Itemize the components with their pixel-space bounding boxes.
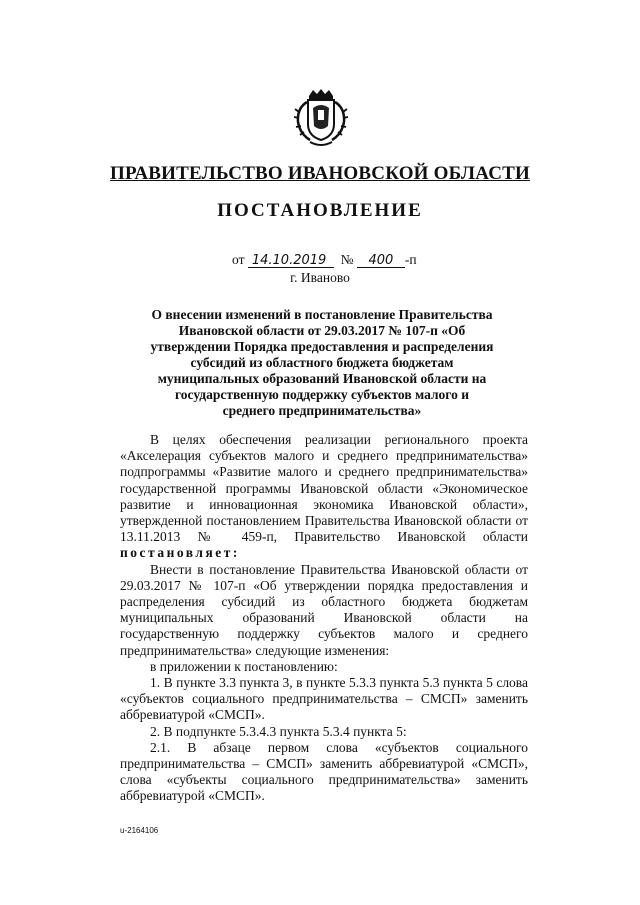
date-prefix: от (232, 252, 245, 267)
item-2-paragraph: 2. В подпункте 5.3.4.3 пункта 5.3.4 пункта 5: (150, 723, 407, 739)
preamble-text: В целях обеспечения реализации регионального проекта «Акселерация субъектов малого и среднего предпринимательства» подпрограммы «Развитие малого и среднего предпринимательства» государственной программы Ивановской области «Экономическое развитие и инновационная экономика Ивановской области», утвержденной постановлением Правительства Ивановской области от 13.11.2013 № 459-п, Правительство Ивановской области (120, 432, 528, 545)
number-suffix: -п (404, 252, 417, 267)
item-1-paragraph: 1. В пункте 3.3 пункта 3, в пункте 5.3.3 пункта 5.3 пункта 5 слова «субъектов социального предпринимательства – СМСП» заменить аббревиатурой «СМСП». (120, 675, 528, 723)
coat-of-arms-icon (292, 88, 350, 148)
document-number: 400 (357, 254, 405, 268)
date-number-line (232, 252, 417, 268)
item-2-1-paragraph: 2.1. В абзаце первом слова «субъектов социального предпринимательства – СМСП» заменить аббревиатурой «СМСП», слова «субъекты социального предпринимательства» заменить аббревиатурой «СМСП». (120, 739, 528, 804)
document-body (120, 432, 528, 805)
document-type: ПОСТАНОВЛЕНИЕ (217, 200, 423, 221)
organization-title: ПРАВИТЕЛЬСТВО ИВАНОВСКОЙ ОБЛАСТИ (110, 163, 530, 184)
intro-paragraph: Внести в постановление Правительства Ивановской области от 29.03.2017 № 107-п «Об утверждении порядка предоставления и распределения субсидий из областного бюджета бюджетам муниципальных образований Ивановской области на государственную поддержку субъектов малого и среднего предпринимательства» следующие изменения: (120, 561, 528, 658)
date-value: 14.10.2019 (248, 254, 334, 268)
document-subject: О внесении изменений в постановление Правительства Ивановской области от 29.03.2017 № 107-п «Об утверждении Порядка предоставления и распределения субсидий из областного бюджета бюджетам муниципальных образований Ивановской области на государственную поддержку субъектов малого и среднего предпринимательства» (150, 307, 494, 418)
preamble-paragraph (120, 432, 528, 562)
annex-paragraph: в приложении к постановлению: (150, 658, 338, 674)
number-sign: № (340, 252, 354, 267)
decree-word: постановляет: (120, 545, 240, 561)
footer-code: u-2164106 (120, 826, 159, 835)
city: г. Иваново (290, 270, 350, 285)
